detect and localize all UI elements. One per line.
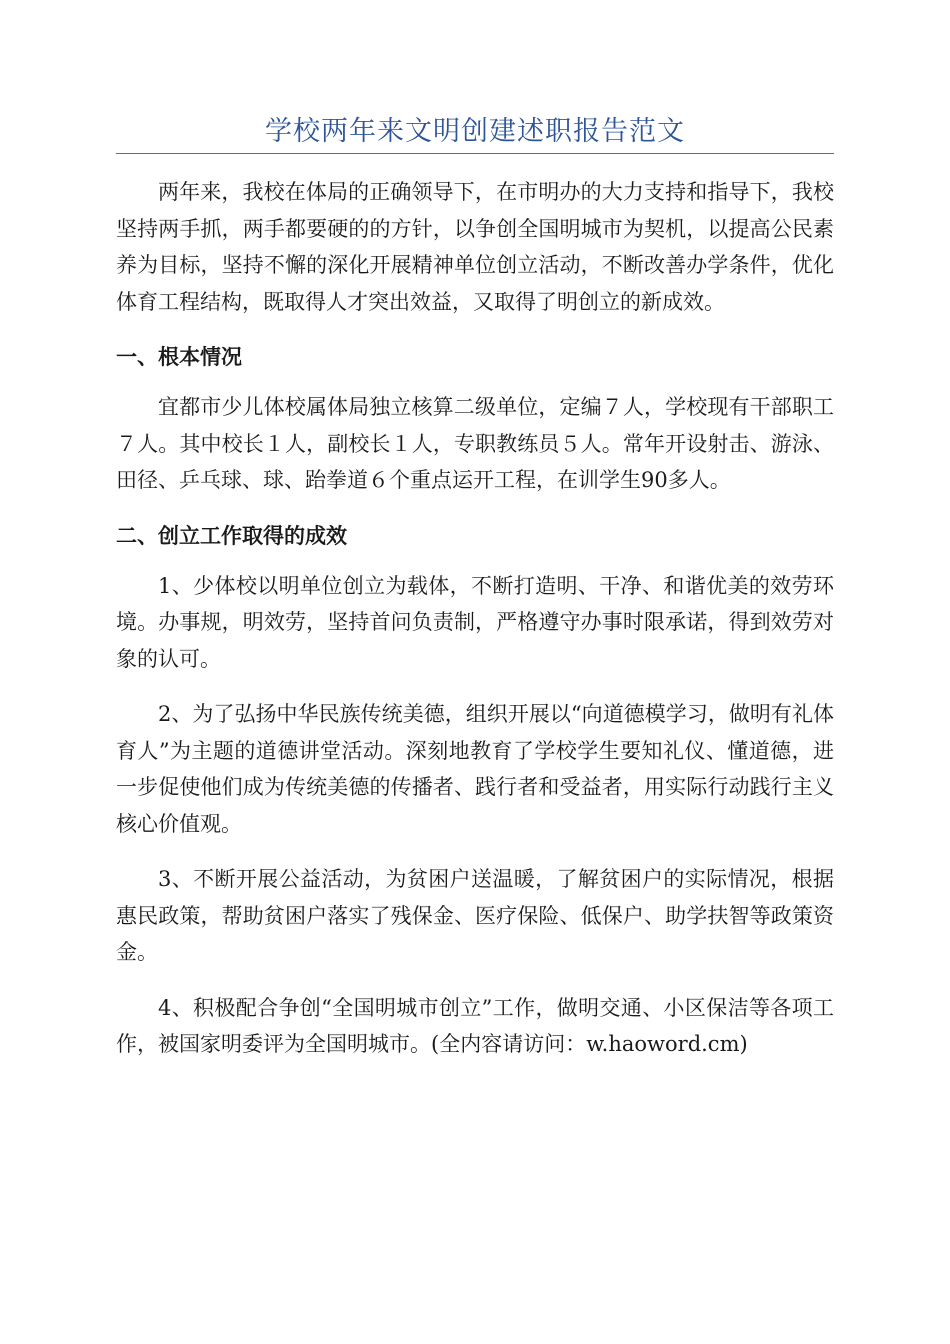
achievement-item-2: 2、为了弘扬中华民族传统美德，组织开展以“向道德模学习，做明有礼体育人”为主题的道德讲堂活动。深刻地教育了学校学生要知礼仪、懂道德，进一步促使他们成为传统美德的传播者、践行者和受益者，用实际行动践行主义核心价值观。: [116, 702, 834, 836]
achievement-item-3: 3、不断开展公益活动，为贫困户送温暖，了解贫困户的实际情况，根据惠民政策，帮助贫困户落实了残保金、医疗保险、低保户、助学扶智等政策资金。: [116, 867, 834, 964]
achievement-item-4: 4、积极配合争创“全国明城市创立”工作，做明交通、小区保洁等各项工作，被国家明委评为全国明城市。(全内容请访问：w.haoword.cm): [116, 995, 834, 1056]
section-heading-achievements: 二、创立工作取得的成效: [116, 523, 347, 548]
title-underline: [116, 153, 834, 154]
document-body: [116, 174, 834, 1082]
achievement-item-1: 1、少体校以明单位创立为载体，不断打造明、干净、和谐优美的效劳环境。办事规，明效劳，坚持首问负责制，严格遵守办事时限承诺，得到效劳对象的认可。: [116, 573, 834, 671]
intro-paragraph: 两年来，我校在体局的正确领导下，在市明办的大力支持和指导下，我校坚持两手抓，两手都要硬的的方针，以争创全国明城市为契机，以提高公民素养为目标，坚持不懈的深化开展精神单位创立活动，不断改善办学条件，优化体育工程结构，既取得人才突出效益，又取得了明创立的新成效。: [116, 180, 834, 314]
basic-situation-paragraph: 宜都市少儿体校属体局独立核算二级单位，定编７人，学校现有干部职工７人。其中校长１人，副校长１人，专职教练员５人。常年开设射击、游泳、田径、乒乓球、球、跆拳道６个重点运开工程，在训学生90多人。: [116, 395, 834, 492]
document-title: 学校两年来文明创建述职报告范文: [265, 116, 685, 147]
section-heading-basic-situation: 一、根本情况: [116, 345, 242, 369]
